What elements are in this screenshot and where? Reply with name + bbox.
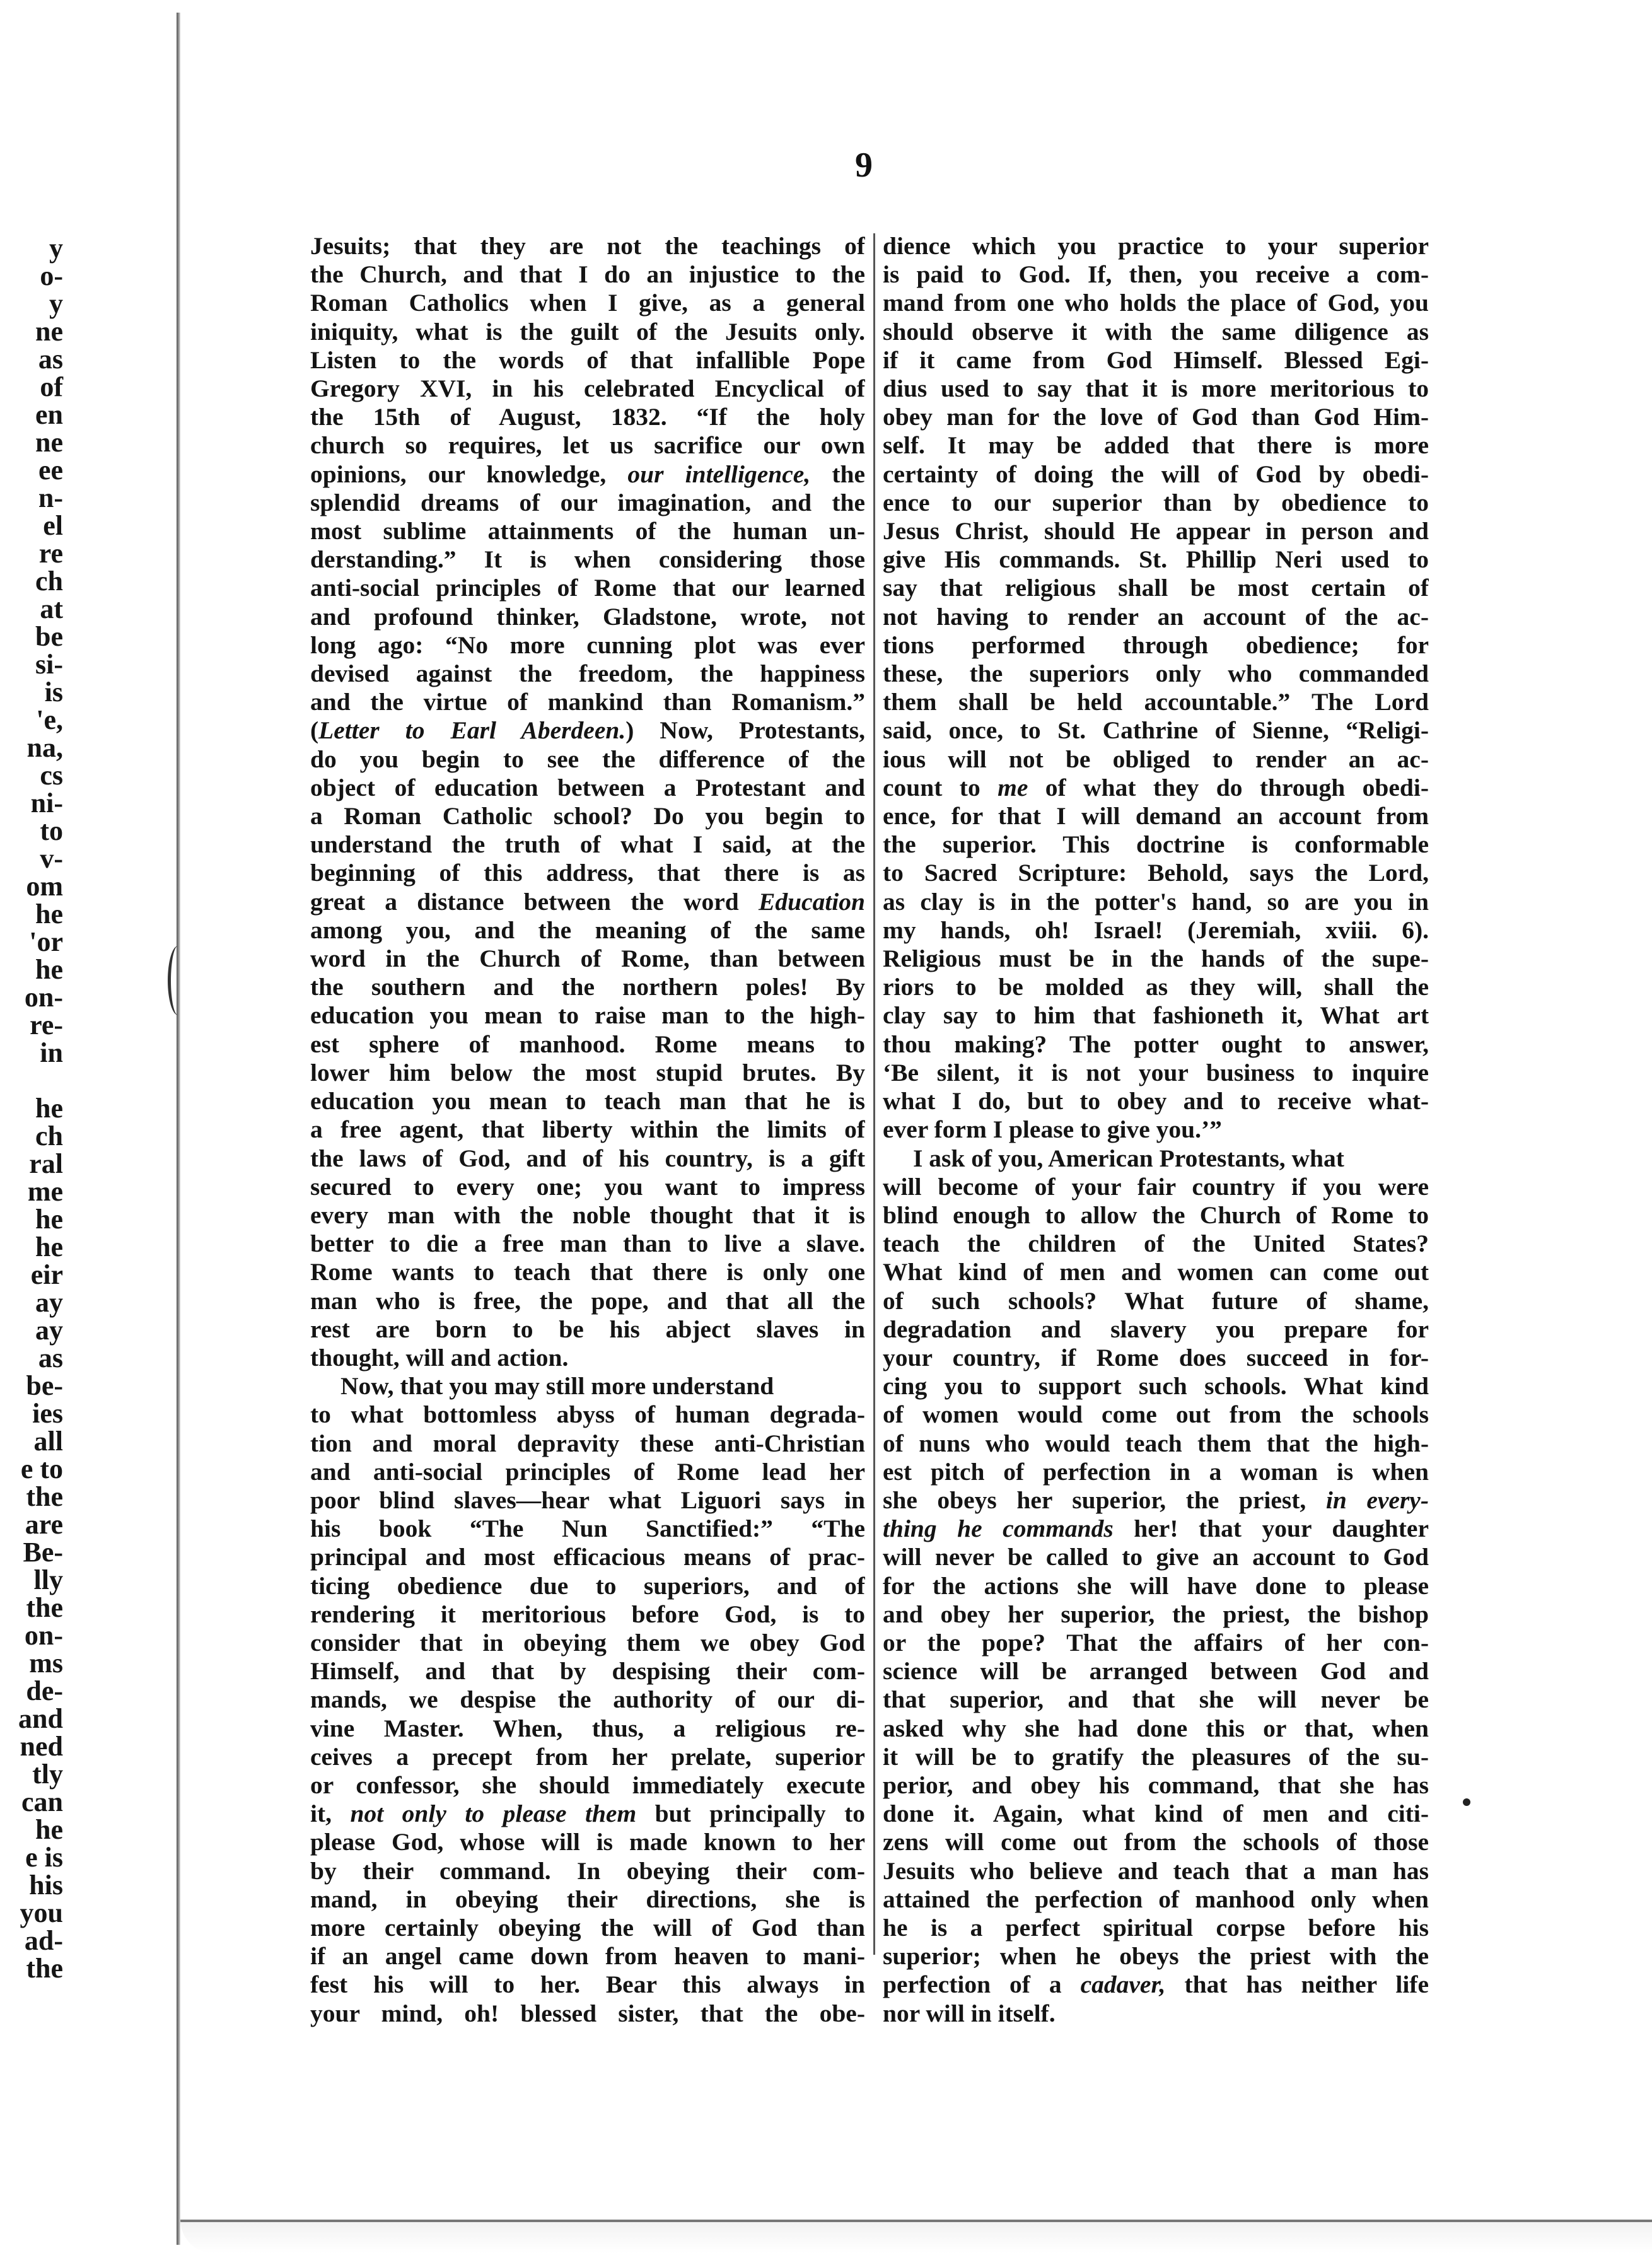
text-line: certainty of doing the will of God by obedi-	[883, 460, 1429, 488]
gutter-fragment: he	[35, 1814, 63, 1845]
text-line: a free agent, that liberty within the limits of	[310, 1115, 865, 1144]
text-line: self. It may be added that there is more	[883, 431, 1429, 460]
gutter-fragment: as	[38, 1342, 63, 1373]
text-line: most sublime attainments of the human un-	[310, 517, 865, 545]
text-line: (Letter to Earl Aberdeen.) Now, Protestants,	[310, 716, 865, 745]
text-line: Now, that you may still more understand	[340, 1372, 774, 1400]
text-line: fest his will to her. Bear this always in	[310, 1971, 865, 1999]
gutter-fragment: can	[21, 1786, 63, 1817]
gutter-fragment: na,	[26, 732, 63, 763]
text-line: Jesus Christ, should He appear in person and	[883, 517, 1429, 545]
text-line: Gregory XVI, in his celebrated Encyclical of	[310, 375, 865, 403]
gutter-fragment: the	[26, 1592, 63, 1623]
text-line: ence to our superior than by obedience to	[883, 488, 1429, 516]
text-line: iniquity, what is the guilt of the Jesuits only.	[310, 317, 865, 346]
text-line: opinions, our knowledge, our intelligence, the	[310, 460, 865, 488]
text-line: object of education between a Protestant and	[310, 773, 865, 801]
text-line: will never be called to give an account to God	[883, 1543, 1429, 1571]
text-line: education you mean to teach man that he is	[310, 1087, 865, 1115]
text-line: give His commands. St. Phillip Neri used to	[883, 545, 1429, 574]
gutter-fragment: he	[35, 1093, 63, 1124]
text-line: thing he commands her! that your daughter	[883, 1515, 1429, 1543]
gutter-fragment: e to	[20, 1453, 63, 1484]
page-bottom-edge	[180, 2220, 1652, 2254]
gutter-fragment: re	[38, 538, 63, 569]
text-line: perior, and obey his command, that she has	[883, 1771, 1429, 1799]
gutter-fragment: ni-	[30, 788, 63, 818]
text-line: vine Master. When, thus, a religious re-	[310, 1714, 865, 1742]
text-line: thou making? The potter ought to answer,	[883, 1030, 1429, 1058]
text-line: Jesuits who believe and teach that a man has	[883, 1856, 1429, 1885]
text-line: great a distance between the word Education	[310, 887, 865, 916]
text-line: derstanding.” It is when considering those	[310, 545, 865, 574]
text-line: ‘Be silent, it is not your business to inquire	[883, 1058, 1429, 1086]
text-line: by their command. In obeying their com-	[310, 1856, 865, 1885]
text-line: Rome wants to teach that there is only one	[310, 1258, 865, 1286]
text-line: or the pope? That the affairs of her con-	[883, 1628, 1429, 1657]
text-line: a Roman Catholic school? Do you begin to	[310, 802, 865, 830]
text-line: dius used to say that it is more meritorious to	[883, 375, 1429, 403]
text-line: dience which you practice to your superior	[883, 232, 1429, 260]
text-line: do you begin to see the difference of the	[310, 745, 865, 773]
text-line: tions performed through obedience; for	[883, 631, 1429, 659]
text-line: more certainly obeying the will of God than	[310, 1913, 865, 1942]
gutter-fragment: Be-	[23, 1537, 63, 1568]
gutter-fragment: en	[35, 399, 63, 430]
text-line: Listen to the words of that infallible Pope	[310, 346, 865, 374]
text-line: est pitch of perfection in a woman is when	[883, 1457, 1429, 1486]
gutter-fragment: in	[40, 1037, 63, 1068]
gutter-fragment: si-	[35, 649, 63, 680]
gutter-fragment: y	[49, 233, 63, 264]
text-line: the laws of God, and of his country, is a gift	[310, 1144, 865, 1172]
gutter-fragment: ms	[29, 1648, 63, 1679]
text-line: riors to be molded as they will, shall the	[883, 973, 1429, 1001]
gutter-fragment: ral	[29, 1148, 63, 1179]
text-line: I ask of you, American Protestants, what	[913, 1144, 1344, 1172]
gutter-fragment: be	[35, 621, 63, 652]
text-line: them shall be held accountable.” The Lord	[883, 688, 1429, 716]
text-line: ceives a precept from her prelate, superior	[310, 1742, 865, 1771]
text-line: ious will not be obliged to render an ac-	[883, 745, 1429, 773]
text-line: science will be arranged between God and	[883, 1657, 1429, 1686]
text-line: done it. Again, what kind of men and citi-	[883, 1800, 1429, 1828]
text-line: your country, if Rome does succeed in for-	[883, 1343, 1429, 1371]
text-line: it, not only to please them but principally to	[310, 1800, 865, 1828]
text-line: degradation and slavery you prepare for	[883, 1315, 1429, 1343]
gutter-fragment: cs	[40, 760, 63, 791]
text-column-right	[883, 232, 1429, 2028]
text-line: thought, will and action.	[310, 1343, 569, 1371]
text-line: that superior, and that she will never be	[883, 1686, 1429, 1714]
gutter-fragment: ne	[35, 316, 63, 347]
text-line: the superior. This doctrine is conformable	[883, 830, 1429, 859]
text-line: man who is free, the pope, and that all the	[310, 1286, 865, 1315]
text-line: or confessor, she should immediately execute	[310, 1771, 865, 1799]
gutter-fragment: ay	[35, 1287, 63, 1318]
text-line: is paid to God. If, then, you receive a com-	[883, 260, 1429, 289]
gutter-fragment: y	[49, 288, 63, 319]
text-line: obey man for the love of God than God Him-	[883, 403, 1429, 431]
text-line: est sphere of manhood. Rome means to	[310, 1030, 865, 1058]
gutter-fragment: ad-	[24, 1925, 63, 1956]
text-column-left	[310, 232, 865, 2028]
text-line: ever form I please to give you.’”	[883, 1115, 1222, 1144]
gutter-fragment: you	[20, 1897, 63, 1928]
gutter-fragment: o-	[40, 260, 63, 291]
text-line: word in the Church of Rome, than between	[310, 945, 865, 973]
gutter-fragment: e is	[25, 1842, 63, 1873]
text-line: perfection of a cadaver, that has neither life	[883, 1971, 1429, 1999]
text-line: and obey her superior, the priest, the bishop	[883, 1600, 1429, 1628]
gutter-fragment: de-	[26, 1675, 63, 1706]
gutter-fragment: v-	[40, 843, 63, 874]
text-line: it will be to gratify the pleasures of the su-	[883, 1742, 1429, 1771]
gutter-fragment: as	[38, 344, 63, 375]
gutter-fragment: 'or	[29, 926, 63, 957]
text-line: what I do, but to obey and to receive what-	[883, 1087, 1429, 1115]
text-line: as clay is in the potter's hand, so are you in	[883, 887, 1429, 916]
text-line: clay say to him that fashioneth it, What art	[883, 1001, 1429, 1030]
text-line: she obeys her superior, the priest, in every-	[883, 1486, 1429, 1514]
gutter-fragment: ne	[35, 427, 63, 458]
text-line: zens will come out from the schools of those	[883, 1828, 1429, 1856]
text-line: of such schools? What future of shame,	[883, 1286, 1429, 1315]
text-line: understand the truth of what I said, at the	[310, 830, 865, 859]
gutter-fragment: el	[43, 510, 63, 541]
gutter-fragment: 'e,	[36, 704, 63, 735]
text-line: among you, and the meaning of the same	[310, 916, 865, 944]
text-line: count to me of what they do through obedi-	[883, 773, 1429, 801]
text-line: What kind of men and women can come out	[883, 1258, 1429, 1286]
text-line: not having to render an account of the ac-	[883, 602, 1429, 631]
text-line: Himself, and that by despising their com-	[310, 1657, 865, 1686]
text-line: will become of your fair country if you were	[883, 1172, 1429, 1201]
text-line: his book “The Nun Sanctified:” “The	[310, 1515, 865, 1543]
text-line: these, the superiors only who commanded	[883, 660, 1429, 688]
gutter-fragment: are	[25, 1509, 63, 1540]
text-line: every man with the noble thought that it is	[310, 1201, 865, 1229]
text-line: beginning of this address, that there is as	[310, 859, 865, 887]
text-line: say that religious shall be most certain of	[883, 574, 1429, 602]
scan-speck	[1463, 1798, 1470, 1806]
gutter-fragment: lly	[33, 1564, 63, 1595]
gutter-fragment: at	[40, 593, 63, 624]
text-line: my hands, oh! Israel! (Jeremiah, xviii. 6).	[883, 916, 1429, 944]
text-line: Religious must be in the hands of the supe-	[883, 945, 1429, 973]
text-line: better to die a free man than to live a slave.	[310, 1230, 865, 1258]
text-line: anti-social principles of Rome that our learned	[310, 574, 865, 602]
text-line: rendering it meritorious before God, is to	[310, 1600, 865, 1628]
text-line: devised against the freedom, the happiness	[310, 660, 865, 688]
page-number: 9	[855, 146, 873, 185]
gutter-fragment	[0, 1067, 63, 1095]
text-line: should observe it with the same diligence as	[883, 317, 1429, 346]
gutter-fragment: on-	[24, 982, 63, 1013]
text-line: asked why she had done this or that, when	[883, 1714, 1429, 1742]
text-line: long ago: “No more cunning plot was ever	[310, 631, 865, 659]
gutter-fragment: he	[35, 954, 63, 985]
text-line: ticing obedience due to superiors, and of	[310, 1571, 865, 1600]
gutter-fragment: eir	[30, 1259, 63, 1290]
gutter-fragment: ay	[35, 1315, 63, 1346]
gutter-fragment: of	[40, 371, 63, 402]
text-line: if an angel came down from heaven to mani-	[310, 1942, 865, 1971]
text-line: the southern and the northern poles! By	[310, 973, 865, 1001]
gutter-fragment: he	[35, 899, 63, 929]
text-line: if it came from God Himself. Blessed Egi-	[883, 346, 1429, 374]
gutter-fragment: ned	[20, 1731, 63, 1762]
text-line: the Church, and that I do an injustice to the	[310, 260, 865, 289]
gutter-fragment: me	[27, 1176, 63, 1207]
text-line: your mind, oh! blessed sister, that the obe-	[310, 1999, 865, 2027]
text-line: to what bottomless abyss of human degrada-	[310, 1400, 865, 1429]
gutter-fragment: ch	[35, 566, 63, 597]
gutter-fragment: ch	[35, 1121, 63, 1151]
text-line: and the virtue of mankind than Romanism.”	[310, 688, 865, 716]
gutter-fragment: is	[44, 677, 63, 707]
gutter-fragment: the	[26, 1953, 63, 1984]
text-line: and anti-social principles of Rome lead her	[310, 1457, 865, 1486]
text-line: secured to every one; you want to impress	[310, 1172, 865, 1201]
text-line: mand, in obeying their directions, she is	[310, 1885, 865, 1913]
gutter-fragment: he	[35, 1204, 63, 1235]
gutter-fragment: and	[18, 1703, 63, 1734]
gutter-fragment: his	[29, 1870, 63, 1901]
binding-mark	[168, 946, 189, 1015]
text-line: blind enough to allow the Church of Rome to	[883, 1201, 1429, 1229]
column-divider	[873, 233, 875, 1955]
text-line: consider that in obeying them we obey God	[310, 1628, 865, 1657]
text-line: principal and most efficacious means of prac-	[310, 1543, 865, 1571]
text-line: church so requires, let us sacrifice our own	[310, 431, 865, 460]
gutter-fragment: om	[26, 871, 63, 902]
gutter-fragment: the	[26, 1481, 63, 1512]
text-line: poor blind slaves—hear what Liguori says in	[310, 1486, 865, 1514]
text-line: of nuns who would teach them that the high-	[883, 1429, 1429, 1457]
text-line: for the actions she will have done to please	[883, 1571, 1429, 1600]
text-line: attained the perfection of manhood only when	[883, 1885, 1429, 1913]
gutter-fragment: he	[35, 1231, 63, 1262]
text-line: he is a perfect spiritual corpse before his	[883, 1913, 1429, 1942]
adjacent-page-gutter-text	[0, 235, 63, 1983]
text-line: lower him below the most stupid brutes. By	[310, 1058, 865, 1086]
text-line: the 15th of August, 1832. “If the holy	[310, 403, 865, 431]
text-line: tion and moral depravity these anti-Christian	[310, 1429, 865, 1457]
text-line: superior; when he obeys the priest with the	[883, 1942, 1429, 1971]
gutter-fragment: ee	[38, 455, 63, 486]
text-line: said, once, to St. Cathrine of Sienne, “Religi-	[883, 716, 1429, 745]
gutter-fragment: tly	[32, 1759, 63, 1790]
text-line: mand from one who holds the place of God, you	[883, 289, 1429, 317]
text-line: please God, whose will is made known to her	[310, 1828, 865, 1856]
text-line: splendid dreams of our imagination, and the	[310, 488, 865, 516]
text-line: and profound thinker, Gladstone, wrote, not	[310, 602, 865, 631]
text-line: mands, we despise the authority of our di-	[310, 1686, 865, 1714]
text-line: Jesuits; that they are not the teachings of	[310, 232, 865, 260]
page-left-edge	[177, 13, 180, 2245]
gutter-fragment: be-	[26, 1370, 63, 1401]
gutter-fragment: to	[40, 815, 63, 846]
text-line: of women would come out from the schools	[883, 1400, 1429, 1429]
gutter-fragment: n-	[38, 482, 63, 513]
gutter-fragment: all	[33, 1426, 63, 1457]
text-line: nor will in itself.	[883, 1999, 1056, 2027]
text-line: rest are born to be his abject slaves in	[310, 1315, 865, 1343]
gutter-fragment: re-	[30, 1010, 63, 1040]
text-line: education you mean to raise man to the high-	[310, 1001, 865, 1030]
text-line: Roman Catholics when I give, as a general	[310, 289, 865, 317]
text-line: cing you to support such schools. What kind	[883, 1372, 1429, 1400]
gutter-fragment: on-	[24, 1620, 63, 1651]
text-line: teach the children of the United States?	[883, 1230, 1429, 1258]
gutter-fragment: ies	[32, 1398, 63, 1429]
text-line: ence, for that I will demand an account from	[883, 802, 1429, 830]
text-line: to Sacred Scripture: Behold, says the Lord,	[883, 859, 1429, 887]
